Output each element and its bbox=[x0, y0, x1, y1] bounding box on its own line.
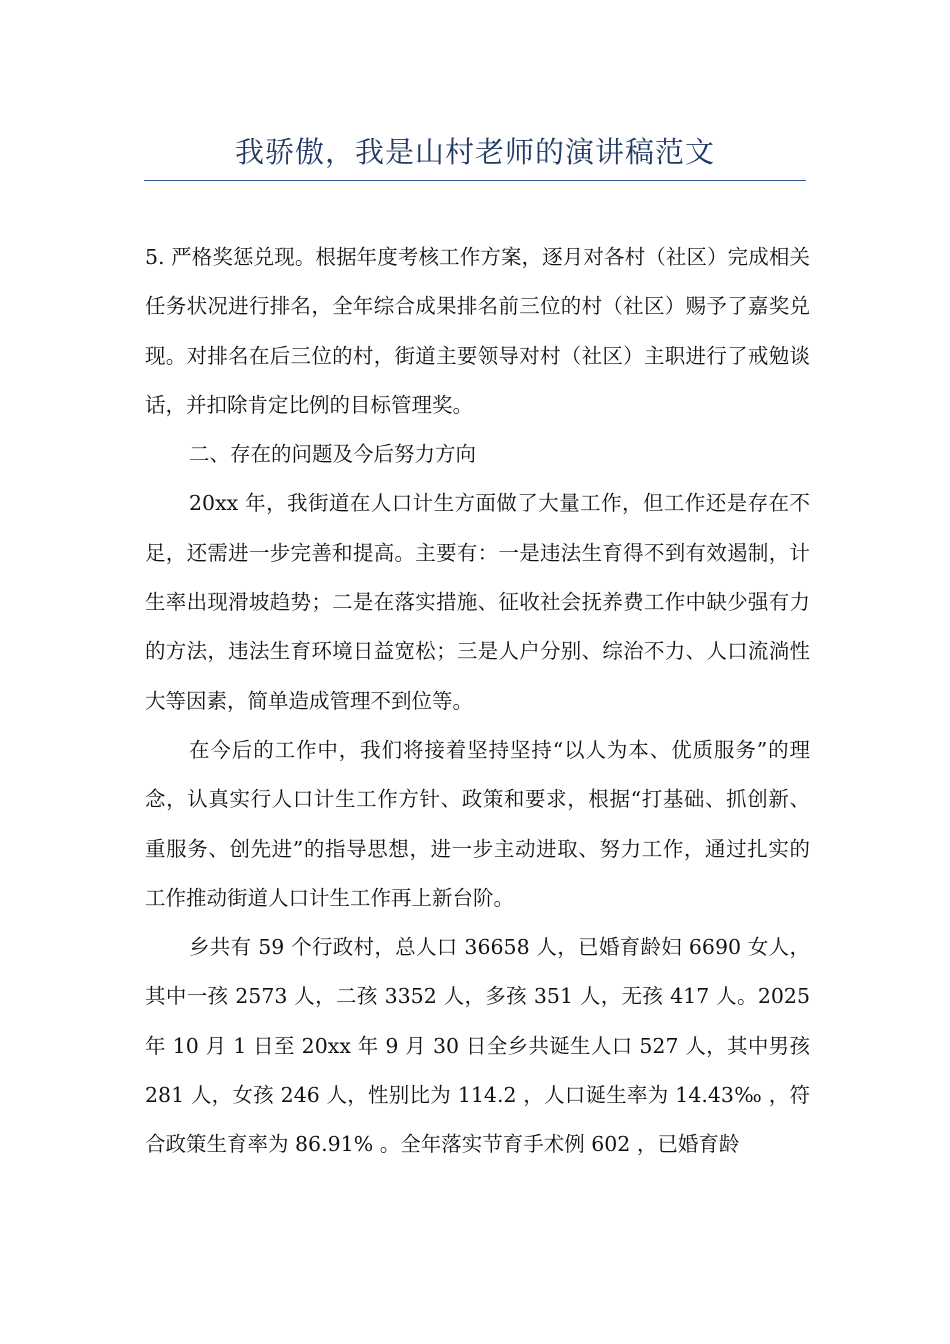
paragraph-statistics: 乡共有 59 个行政村，总人口 36658 人，已婚育龄妇 6690 女人，其中一孩 2573 人，二孩 3352 人，多孩 351 人，无孩 417 人。2025 年 10 月 1 日至 20xx 年 9 月 30 日全乡共诞生人口 527 人，其中男孩 281 人，女孩 246 人，性别比为 114.2 ，人口诞生率为 14.43‰ ，符合政策生育率为 86.91% 。全年落实节育手术例 602 ，已婚育龄 bbox=[145, 935, 810, 1157]
document-body bbox=[145, 233, 810, 1170]
paragraph-rewards: 5. 严格奖惩兑现。根据年度考核工作方案，逐月对各村（社区）完成相关任务状况进行排名，全年综合成果排名前三位的村（社区）赐予了嘉奖兑现。对排名在后三位的村，街道主要领导对村（社区）主职进行了戒勉谈话，并扣除肯定比例的目标管理奖。 bbox=[145, 245, 810, 417]
section-heading-problems: 二、存在的问题及今后努力方向 bbox=[189, 442, 476, 467]
document-title: 我骄傲，我是山村老师的演讲稿范文 bbox=[234, 135, 715, 169]
paragraph-shortcomings: 20xx 年，我街道在人口计生方面做了大量工作，但工作还是存在不足，还需进一步完善和提高。主要有：一是违法生育得不到有效遏制，计生率出现滑坡趋势；二是在落实措施、征收社会抚养费工作中缺少强有力的方法，违法生育环境日益宽松；三是人户分别、综治不力、人口流淌性大等因素，简单造成管理不到位等。 bbox=[145, 491, 810, 713]
title-underline bbox=[144, 180, 806, 181]
paragraph-future-work: 在今后的工作中，我们将接着坚持坚持“以人为本、优质服务”的理念，认真实行人口计生工作方针、政策和要求，根据“打基础、抓创新、重服务、创先进”的指导思想，进一步主动进取、努力工作，通过扎实的工作推动街道人口计生工作再上新台阶。 bbox=[145, 737, 810, 910]
